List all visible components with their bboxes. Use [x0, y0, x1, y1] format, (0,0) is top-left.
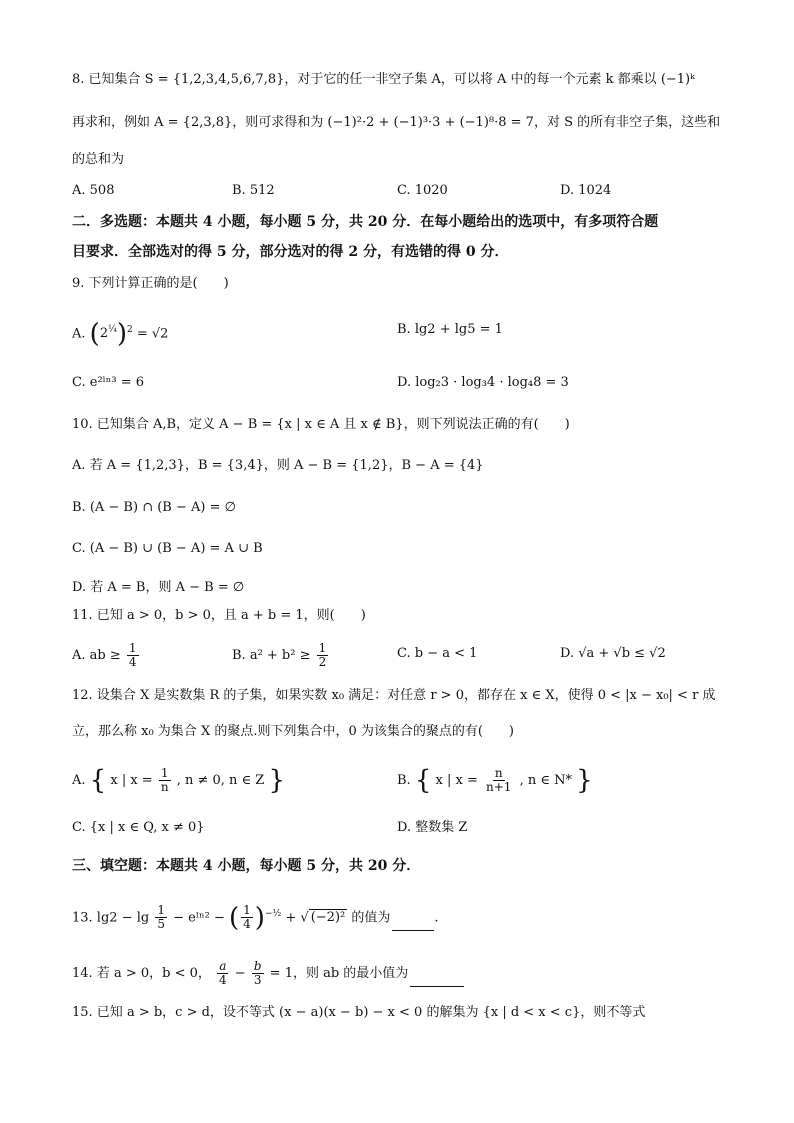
q12-b-left: x | x =: [435, 773, 478, 788]
q14-fraction-2: [252, 960, 264, 987]
q12-option-d: D. 整数集 Z: [397, 820, 468, 835]
q9-a-paren-right: ): [116, 318, 127, 349]
q11-a-den: 4: [128, 655, 137, 669]
q9-a-prefix: A.: [72, 326, 86, 342]
q11-option-d: D. √a + √b ≤ √2: [560, 646, 666, 661]
q14-expression: [72, 960, 464, 987]
q8-line1: 8. 已知集合 S = {1,2,3,4,5,6,7,8}，对于它的任一非空子集 A，可以将 A 中的每一个元素 k 都乘以 (−1)ᵏ: [72, 72, 695, 87]
q12-a-brace-right: }: [268, 765, 286, 796]
q13-sqrt-symbol: √: [300, 910, 309, 926]
q12-a-left: x | x =: [110, 773, 153, 788]
q13-f2-num: 1: [243, 903, 251, 918]
q13-exp: −½: [264, 909, 282, 919]
q9-stem: 9. 下列计算正确的是( ): [72, 276, 229, 291]
q15-line1: 15. 已知 a > b，c > d，设不等式 (x − a)(x − b) − x < 0 的解集为 {x | d < x < c}，则不等式: [72, 1005, 646, 1020]
q9-a-rhs: = √2: [136, 326, 169, 342]
q12-b-right: , n ∈ N*: [519, 773, 572, 788]
q12-b-brace-right: }: [576, 765, 593, 796]
q12-a-right: , n ≠ 0, n ∈ Z: [176, 773, 265, 788]
q11-b-fraction: [317, 642, 329, 669]
q12-option-b: [397, 767, 593, 794]
q14-prefix: 14. 若 a > 0，b < 0，: [72, 966, 211, 981]
q12-line1: 12. 设集合 X 是实数集 R 的子集，如果实数 x₀ 满足：对任意 r > 0，都存在 x ∈ X，使得 0 < |x − x₀| < r 成: [72, 688, 716, 703]
q12-a-brace-left: {: [89, 765, 107, 796]
q12-b-brace-left: {: [414, 765, 432, 796]
q13-f1-num: 1: [157, 903, 165, 918]
q11-b-num: 1: [318, 641, 327, 655]
q13-prefix: 13. lg2 − lg: [72, 910, 150, 926]
section3-heading: 三、填空题：本题共 4 小题，每小题 5 分，共 20 分．: [72, 858, 421, 874]
q10-option-d: D. 若 A = B，则 A − B = ∅: [72, 580, 245, 595]
q14-f1-num: a: [219, 959, 227, 973]
q8-option-a: A. 508: [72, 183, 115, 198]
q9-option-a: [72, 318, 169, 349]
q14-f1-den: 4: [219, 973, 227, 987]
q11-option-c: C. b − a < 1: [397, 646, 478, 661]
q8-option-c: C. 1020: [397, 183, 448, 198]
q14-answer-blank[interactable]: [410, 972, 464, 987]
q13-answer-blank[interactable]: [392, 916, 434, 931]
q12-b-den: n+1: [486, 780, 512, 794]
q8-line2: 再求和，例如 A = {2,3,8}，则可求得和为 (−1)²·2 + (−1)³·3 + (−1)⁸·8 = 7，对 S 的所有非空子集，这些和: [72, 115, 721, 130]
q13-paren-right: ): [254, 902, 265, 933]
section2-heading-line1: 二．多选题：本题共 4 小题，每小题 5 分，共 20 分．在每小题给出的选项中，有多项符合题: [72, 214, 659, 230]
q12-a-prefix: A.: [72, 773, 86, 788]
q12-option-c: C. {x | x ∈ Q, x ≠ 0}: [72, 820, 205, 835]
q10-stem: 10. 已知集合 A,B，定义 A − B = {x | x ∈ A 且 x ∉ B}，则下列说法正确的有( ): [72, 417, 570, 432]
q11-option-a: [72, 642, 141, 669]
q12-option-a: [72, 767, 285, 794]
q13-suffix: 的值为: [351, 910, 391, 926]
q13-root: (−2)²: [310, 910, 346, 926]
q9-a-base: $2^{\frac{1}{4}}$: [99, 325, 117, 342]
q11-a-num: 1: [128, 641, 137, 655]
q9-option-d: D. log₂3 · log₃4 · log₄8 = 3: [397, 375, 569, 390]
q9-a-paren-left: (: [89, 318, 100, 349]
q13-f2-den: 4: [243, 917, 251, 932]
q13-paren-left: (: [229, 902, 240, 933]
q9-a-exp: 2: [127, 325, 133, 335]
q10-option-c: C. (A − B) ∪ (B − A) = A ∪ B: [72, 541, 263, 556]
q10-option-a: A. 若 A = {1,2,3}，B = {3,4}，则 A − B = {1,2}，B − A = {4}: [72, 458, 484, 473]
q11-stem: 11. 已知 a > 0，b > 0，且 a + b = 1，则( ): [72, 608, 366, 623]
q12-a-den: n: [160, 780, 169, 794]
q12-a-fraction: [159, 767, 171, 794]
q11-a-prefix: A. ab ≥: [72, 648, 121, 663]
q13-expression: 13. lg2 − lg $\frac{1}{5}$ − eˡⁿ² − ( $\frac{1}{4}$ )$^{-\frac{1}{2}}$ + √ (−2)² 的值为 .: [72, 902, 439, 933]
q11-b-prefix: B. a² + b² ≥: [232, 648, 311, 663]
q13-f1-den: 5: [157, 917, 165, 932]
q8-line3: 的总和为: [72, 152, 125, 167]
q11-b-den: 2: [318, 655, 327, 669]
q8-option-b: B. 512: [232, 183, 275, 198]
q12-b-prefix: B.: [397, 773, 411, 788]
q13-plus: +: [285, 910, 297, 926]
q14-f2-num: b: [253, 959, 262, 973]
q11-a-fraction: [127, 642, 139, 669]
q12-b-fraction: [484, 767, 513, 794]
q13-fraction-1: [155, 904, 167, 931]
q12-line2: 立，那么称 x₀ 为集合 X 的聚点.则下列集合中，0 为该集合的聚点的有( ): [72, 724, 515, 739]
q12-a-num: 1: [160, 766, 169, 780]
q9-option-c: C. e²ˡⁿ³ = 6: [72, 375, 145, 390]
q14-f2-den: 3: [253, 973, 262, 987]
q13-fraction-2: [241, 904, 253, 931]
q10-option-b: B. (A − B) ∩ (B − A) = ∅: [72, 500, 236, 515]
q11-option-b: [232, 642, 330, 669]
section2-heading-line2: 目要求．全部选对的得 5 分，部分选对的得 2 分，有选错的得 0 分．: [72, 244, 509, 260]
q9-option-b: B. lg2 + lg5 = 1: [397, 322, 503, 337]
q12-b-num: n: [494, 766, 503, 780]
q14-suffix: = 1，则 ab 的最小值为: [269, 966, 409, 981]
q14-fraction-1: [217, 960, 229, 987]
q13-mid: − eˡⁿ² −: [173, 910, 225, 926]
q14-minus: −: [234, 966, 246, 981]
q8-option-d: D. 1024: [560, 183, 612, 198]
